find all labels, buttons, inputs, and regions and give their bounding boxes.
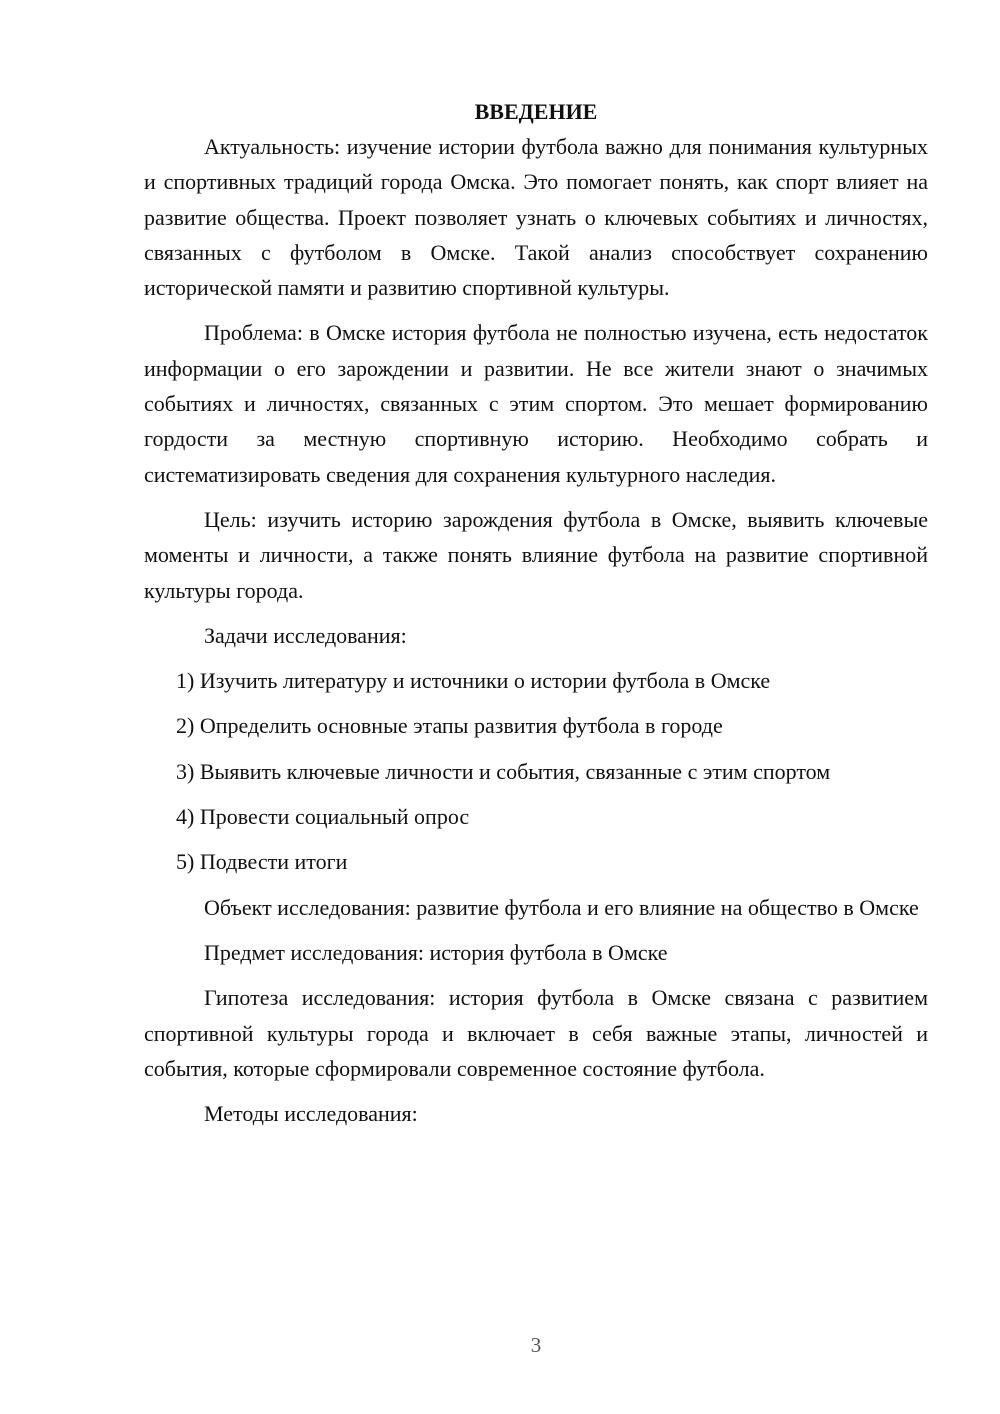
hypothesis-paragraph: Гипотеза исследования: история футбола в Омске связана с развитием спортивной культуры города и включает в себя важные этапы, личностей и события, которые сформировали современное состояние футбола. [144, 985, 928, 1081]
task-item: 2) Определить основные этапы развития футбола в городе [176, 713, 723, 739]
task-item: 3) Выявить ключевые личности и события, связанные с этим спортом [176, 758, 831, 784]
goal-paragraph: Цель: изучить историю зарождения футбола в Омске, выявить ключевые моменты и личности, а также понять влияние футбола на развитие спортивной культуры города. [144, 506, 928, 603]
task-item: 5) Подвести итоги [176, 849, 348, 875]
task-item: 4) Провести социальный опрос [176, 804, 470, 830]
methods-heading: Методы исследования: [204, 1101, 418, 1127]
object-paragraph: Объект исследования: развитие футбола и его влияние на общество в Омске [204, 894, 919, 920]
task-item: 1) Изучить литературу и источники о истории футбола в Омске [176, 668, 771, 694]
section-title: ВВЕДЕНИЕ [474, 99, 598, 124]
subject-paragraph: Предмет исследования: история футбола в Омске [204, 939, 668, 965]
tasks-heading: Задачи исследования: [204, 622, 407, 648]
document-page [144, 94, 928, 1141]
relevance-paragraph: Актуальность: изучение истории футбола важно для понимания культурных и спортивных традиций города Омска. Это помогает понять, как спорт влияет на развитие общества. Проект позволяет узнать о ключевых событиях и личностях, связанных с футболом в Омске. Такой анализ способствует сохранению исторической памяти и развитию спортивной культуры. [144, 134, 928, 301]
page-number: 3 [530, 1333, 542, 1357]
tasks-list [144, 663, 928, 879]
problem-paragraph: Проблема: в Омске история футбола не полностью изучена, есть недостаток информации о его зарождении и развитии. Не все жители знают о значимых событиях и личностях, связанных с этим спортом. Это мешает формированию гордости за местную спортивную историю. Необходимо собрать и систематизировать сведения для сохранения культурного наследия. [144, 320, 928, 487]
